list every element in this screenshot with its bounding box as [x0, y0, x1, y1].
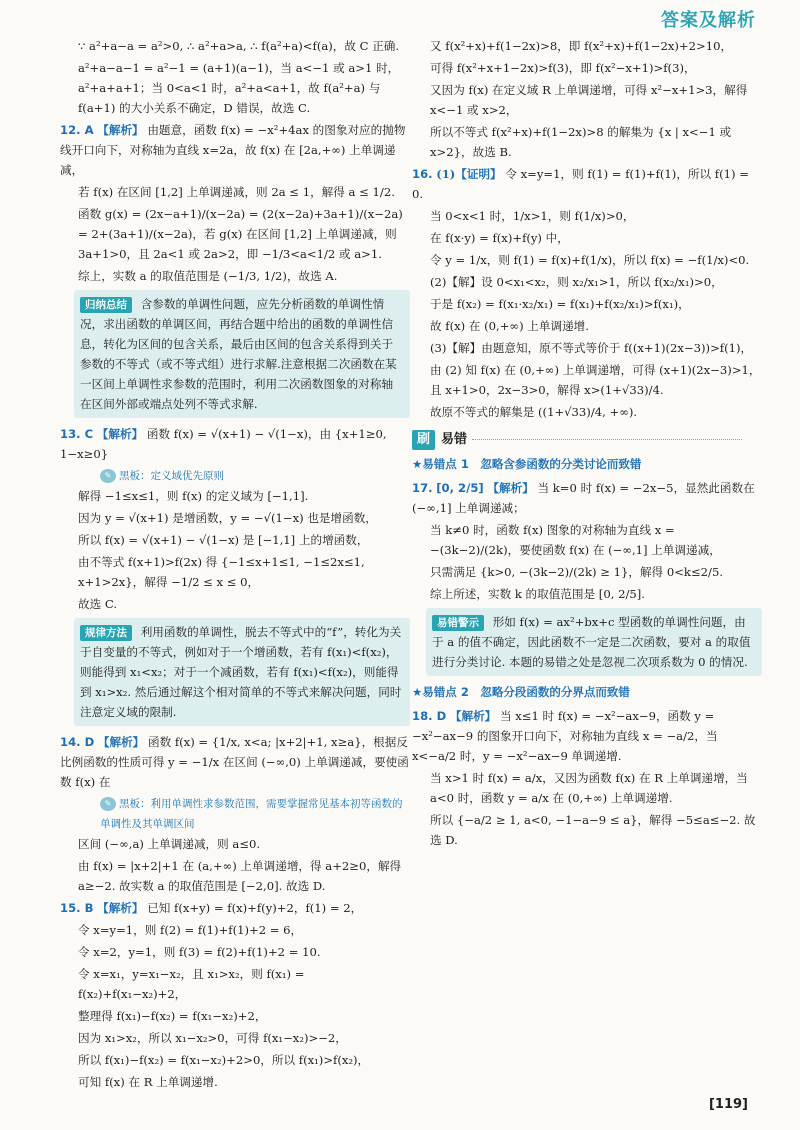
method-box — [74, 618, 410, 726]
section-label: 易错 — [441, 432, 468, 447]
question-14 — [60, 732, 410, 792]
paragraph: 可得 f(x²+x+1−2x)>f(3)，即 f(x²−x+1)>f(3)， — [430, 61, 696, 75]
paragraph: a²+a−a−1 = a²−1 = (a+1)(a−1)，当 a<−1 或 a>1 时，a²+a+a+1；当 0<a<1 时，a²+a<a+1，故 f(a²+a) 与 f(a+1) 的大小关系不确定，D 错误，故选 C. — [78, 61, 400, 115]
paragraph: 故选 C. — [78, 597, 118, 611]
warning-box — [426, 608, 762, 676]
paragraph: 由 (2) 知 f(x) 在 (0,+∞) 上单调递增，可得 (x+1)(2x−3)>1，且 x+1>0，2x−3>0，解得 x>(1+√33)/4. — [430, 363, 761, 397]
paragraph: 只需满足 {k>0, −(3k−2)/(2k) ≥ 1}，解得 0<k≤2/5. — [430, 565, 724, 579]
paragraph: (3)【解】由题意知，原不等式等价于 f((x+1)(2x−3))>f(1)， — [430, 341, 753, 355]
method-badge: 规律方法 — [80, 625, 132, 641]
paragraph: 又 f(x²+x)+f(1−2x)>8，即 f(x²+x)+f(1−2x)+2>10， — [430, 39, 733, 53]
paragraph: 由不等式 f(x+1)>f(2x) 得 {−1≤x+1≤1, −1≤2x≤1, x+1>2x}，解得 −1/2 ≤ x ≤ 0， — [78, 555, 365, 589]
analysis-tag: 【解析】 — [449, 709, 497, 723]
question-13 — [60, 424, 410, 464]
summary-text: 含参数的单调性问题，应先分析函数的单调性情况，求出函数的单调区间，再结合题中给出的函数的单调性信息，转化为区间的包含关系，最后由区间的包含关系得到关于参数的不等式（或不等式组）进行求解.注意根据二次函数在某一区间上单调性求参数的范围时，利用二次函数图象的对称轴在区间外部或端点处列不等式求解. — [80, 297, 397, 411]
question-number: 12. A — [60, 123, 94, 137]
paragraph: 令 y = 1/x，则 f(1) = f(x)+f(1/x)，所以 f(x) = −f(1/x)<0. — [430, 253, 750, 267]
note-text: 黑板：定义域优先原则 — [119, 470, 224, 482]
analysis-tag: 【解析】 — [97, 901, 144, 915]
proof-tag: (1)【证明】 — [436, 167, 502, 181]
error-point-heading: ★易错点 2 忽略分段函数的分界点而致错 — [412, 685, 630, 699]
paragraph: 所以 f(x₁)−f(x₂) = f(x₁−x₂)+2>0，所以 f(x₁)>f(x₂)， — [78, 1053, 370, 1067]
paragraph: 故 f(x) 在 (0,+∞) 上单调递增. — [430, 319, 589, 333]
analysis-tag: 【解析】 — [97, 735, 145, 749]
paragraph: 所以 f(x) = √(x+1) − √(1−x) 是 [−1,1] 上的增函数， — [78, 533, 369, 547]
paragraph: 综上所述，实数 k 的取值范围是 [0, 2/5]. — [430, 587, 645, 601]
question-answer: [0, 2/5] — [436, 481, 484, 495]
paragraph: ∵ a²+a−a = a²>0, ∴ a²+a>a, ∴ f(a²+a)<f(a)，故 C 正确. — [78, 39, 400, 53]
paragraph: 整理得 f(x₁)−f(x₂) = f(x₁−x₂)+2， — [78, 1009, 267, 1023]
paragraph: 当 0<x<1 时，1/x>1，则 f(1/x)>0， — [430, 209, 635, 223]
analysis-tag: 【解析】 — [97, 123, 144, 137]
divider — [472, 439, 742, 440]
question-17 — [412, 478, 762, 518]
paragraph: 令 x=2，y=1，则 f(3) = f(2)+f(1)+2 = 10. — [78, 945, 321, 959]
paragraph: 所以 {−a/2 ≥ 1, a<0, −1−a−9 ≤ a}，解得 −5≤a≤−2. 故选 D. — [430, 813, 756, 847]
question-number: 18. D — [412, 709, 447, 723]
question-text: 函数 f(x) = {1/x, x<a; |x+2|+1, x≥a}，根据反比例函数的性质可得 y = −1/x 在区间 (−∞,0) 上单调递减，要使函数 f(x) 在 — [60, 735, 409, 789]
question-number: 14. D — [60, 735, 95, 749]
question-number: 17. — [412, 481, 433, 495]
paragraph: 在 f(x·y) = f(x)+f(y) 中， — [430, 231, 569, 245]
paragraph: 因为 x₁>x₂，所以 x₁−x₂>0，可得 f(x₁−x₂)>−2， — [78, 1031, 347, 1045]
paragraph: 于是 f(x₂) = f(x₁·x₂/x₁) = f(x₁)+f(x₂/x₁)>f(x₁)， — [430, 297, 690, 311]
page-header-title: 答案及解析 — [661, 10, 756, 31]
question-number: 16. — [412, 167, 433, 181]
blackboard-note — [60, 794, 410, 834]
paragraph: 令 x=y=1，则 f(2) = f(1)+f(1)+2 = 6， — [78, 923, 303, 937]
section-heading — [412, 430, 762, 450]
paragraph: (2)【解】设 0<x₁<x₂，则 x₂/x₁>1，所以 f(x₂/x₁)>0， — [430, 275, 723, 289]
page-number: [119] — [708, 1097, 748, 1112]
blackboard-icon: ✎ — [100, 469, 116, 483]
question-16 — [412, 164, 762, 204]
paragraph: 故原不等式的解集是 ((1+√33)/4, +∞). — [430, 405, 638, 419]
summary-badge: 归纳总结 — [80, 297, 132, 313]
paragraph: 若 f(x) 在区间 [1,2] 上单调递减，则 2a ≤ 1，解得 a ≤ 1/2. — [78, 185, 395, 199]
paragraph: 综上，实数 a 的取值范围是 (−1/3, 1/2)，故选 A. — [78, 269, 338, 283]
paragraph: 当 k≠0 时，函数 f(x) 图象的对称轴为直线 x = −(3k−2)/(2k)，要使函数 f(x) 在 (−∞,1] 上单调递减， — [430, 523, 721, 557]
warning-badge: 易错警示 — [432, 615, 484, 631]
error-point-heading: ★易错点 1 忽略含参函数的分类讨论而致错 — [412, 457, 642, 471]
paragraph: 函数 g(x) = (2x−a+1)/(x−2a) = (2(x−2a)+3a+1)/(x−2a) = 2+(3a+1)/(x−2a)，若 g(x) 在区间 [1,2] 上单调递减，则 3a+1>0，且 2a<1 或 2a>2，即 −1/3<a<1/2 或 a>1. — [78, 207, 403, 261]
paragraph: 由 f(x) = |x+2|+1 在 (a,+∞) 上单调递增，得 a+2≥0，解得 a≥−2. 故实数 a 的取值范围是 [−2,0]. 故选 D. — [78, 859, 402, 893]
question-text: 当 k=0 时 f(x) = −2x−5，显然此函数在 (−∞,1] 上单调递减； — [412, 481, 755, 515]
question-12 — [60, 120, 410, 180]
right-column — [412, 36, 762, 852]
question-text: 已知 f(x+y) = f(x)+f(y)+2，f(1) = 2， — [147, 901, 363, 915]
question-text: 令 x=y=1，则 f(1) = f(1)+f(1)，所以 f(1) = 0. — [412, 167, 749, 201]
method-text: 利用函数的单调性，脱去不等式中的“f”，转化为关于自变量的不等式，例如对于一个增函数，若有 f(x₁)<f(x₂)，则能得到 x₁<x₂；对于一个减函数，若有 f(x₁)<f(x₂)，则能得到 x₁>x₂. 然后通过解这个相对简单的不等式来解决问题，同时注意定义域的限制. — [80, 625, 402, 719]
question-text: 函数 f(x) = √(x+1) − √(1−x)，由 {x+1≥0, 1−x≥0} — [60, 427, 387, 461]
left-column — [60, 36, 410, 1094]
section-icon: 刷 — [412, 430, 435, 450]
paragraph: 可知 f(x) 在 R 上单调递增. — [78, 1075, 218, 1089]
paragraph: 解得 −1≤x≤1，则 f(x) 的定义域为 [−1,1]. — [78, 489, 309, 503]
blackboard-note — [60, 466, 410, 486]
question-number: 13. C — [60, 427, 94, 441]
question-15 — [60, 898, 410, 918]
paragraph: 又因为 f(x) 在定义域 R 上单调递增，可得 x²−x+1>3，解得 x<−1 或 x>2， — [430, 83, 748, 117]
question-text: 当 x≤1 时 f(x) = −x²−ax−9，函数 y = −x²−ax−9 的图象开口向下，对称轴为直线 x = −a/2，当 x<−a/2 时，y = −x²−ax−9 单调递增. — [412, 709, 718, 763]
question-text: 由题意，函数 f(x) = −x²+4ax 的图象对应的抛物线开口向下，对称轴为直线 x=2a，故 f(x) 在 [2a,+∞) 上单调递减， — [60, 123, 406, 177]
paragraph: 当 x>1 时 f(x) = a/x，又因为函数 f(x) 在 R 上单调递增，当 a<0 时，函数 y = a/x 在 (0,+∞) 上单调递增. — [430, 771, 748, 805]
blackboard-icon: ✎ — [100, 797, 116, 811]
analysis-tag: 【解析】 — [96, 427, 144, 441]
paragraph: 因为 y = √(x+1) 是增函数，y = −√(1−x) 也是增函数， — [78, 511, 377, 525]
paragraph: 令 x=x₁，y=x₁−x₂，且 x₁>x₂，则 f(x₁) = f(x₂)+f(x₁−x₂)+2， — [78, 967, 305, 1001]
analysis-tag: 【解析】 — [487, 481, 534, 495]
question-number: 15. B — [60, 901, 94, 915]
summary-box — [74, 290, 410, 418]
paragraph: 所以不等式 f(x²+x)+f(1−2x)>8 的解集为 {x | x<−1 或 x>2}，故选 B. — [430, 125, 732, 159]
paragraph: 区间 (−∞,a) 上单调递减，则 a≤0. — [78, 837, 261, 851]
question-18 — [412, 706, 762, 766]
note-text: 黑板：利用单调性求参数范围，需要掌握常见基本初等函数的单调性及其单调区间 — [100, 798, 403, 830]
warning-text: 形如 f(x) = ax²+bx+c 型函数的单调性问题，由于 a 的值不确定，因此函数不一定是二次函数，要对 a 的取值进行分类讨论. 本题的易错之处是忽视二次项系数为 0 的情况. — [432, 615, 751, 669]
